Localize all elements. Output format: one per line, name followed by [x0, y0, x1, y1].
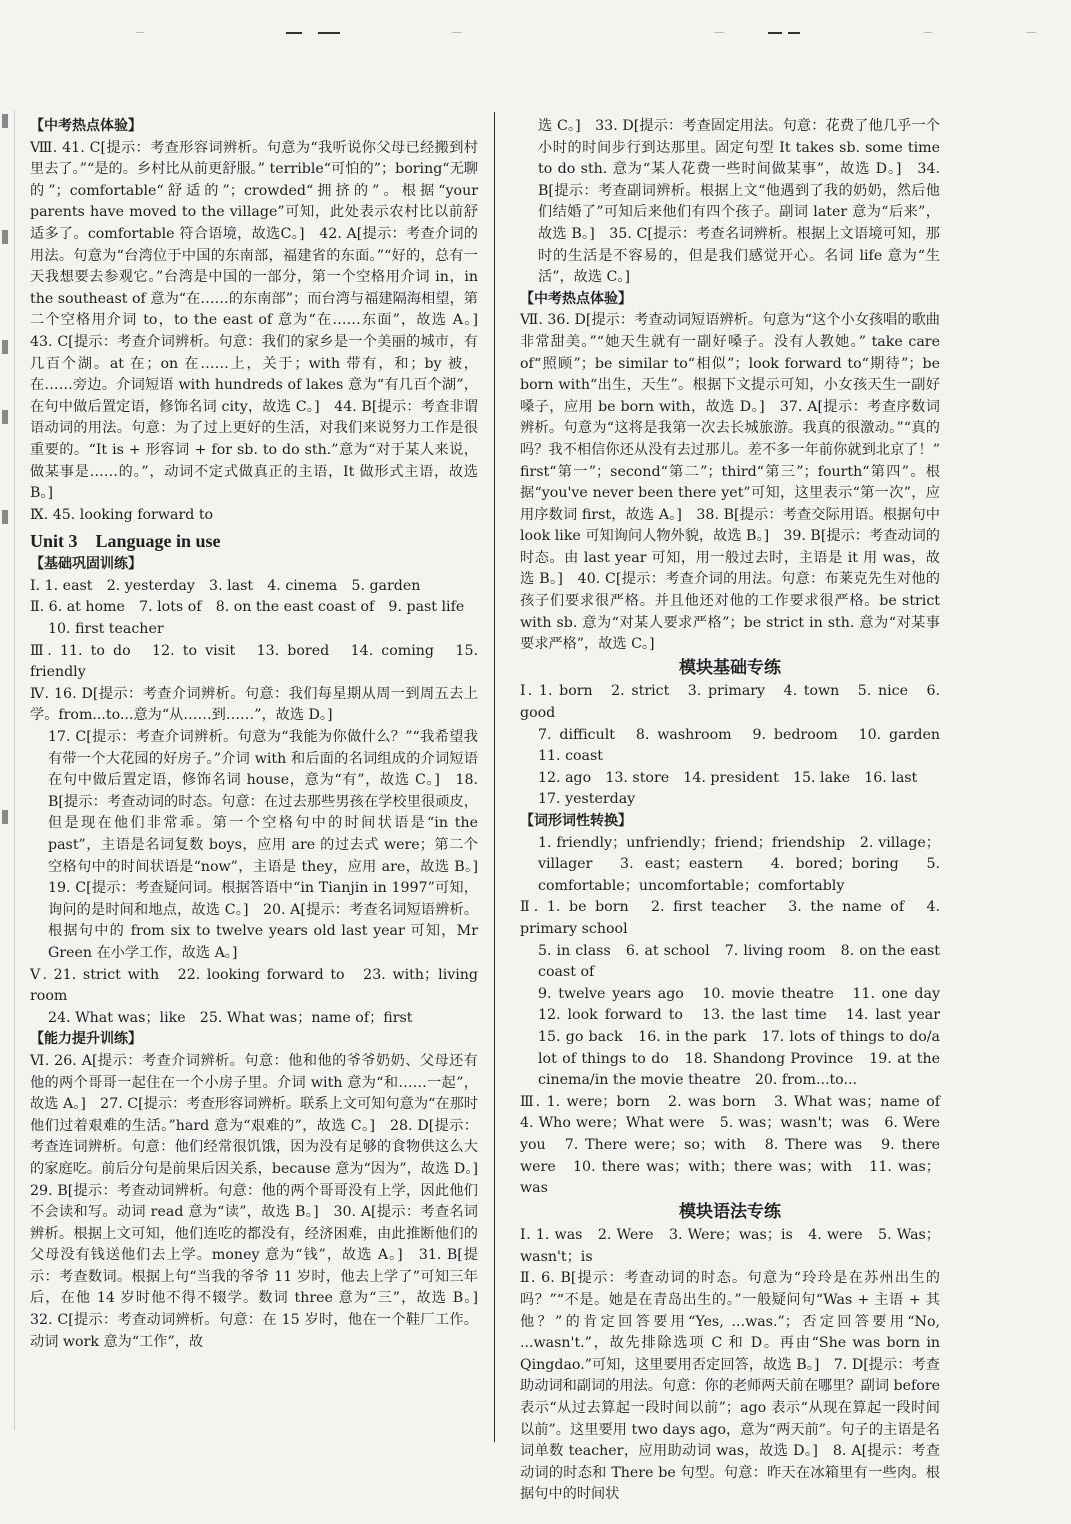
- section-heading: 【能力提升训练】: [30, 1031, 142, 1048]
- answer-paragraph: 5. in class 6. at school 7. living room 8. on the east coast of: [538, 942, 940, 981]
- answer-paragraph: 10. first teacher: [48, 621, 164, 638]
- answer-paragraph: 12. ago 13. store 14. president 15. lake 16. last: [538, 769, 918, 786]
- answer-paragraph: Ⅰ. 1. was 2. Were 3. Were；was；is 4. were 5. Was；wasn't；is: [520, 1227, 940, 1265]
- answer-paragraph: 选 C。] 33. D[提示：考查固定用法。句意：花费了他几乎一个小时的时间步行到达那里。固定句型 It takes sb. some time to do sth. 意为“某人花费一些时间做某事”，故选 D。] 34. B[提示：考查副词辨析。根据上文“他遇到了我的奶奶，然后他们结婚了”可知后来他们有四个孩子。副词 later 意为“后来”，故选 B。] 35. C[提示：考查名词辨析。根据上文语境可知，那时的生活是不容易的，但是我们感觉开心。名词 life 意为“生活”，故选 C。]: [538, 118, 940, 286]
- answer-paragraph: 7. difficult 8. washroom 9. bedroom 10. garden 11. coast: [538, 726, 955, 765]
- module-title: 模块基础专练: [679, 657, 781, 678]
- column-divider: [494, 112, 495, 1442]
- answer-paragraph: Ⅵ. 26. A[提示：考查介词辨析。句意：他和他的爷爷奶奶、父母还有他的两个哥哥一起住在一个小房子里。介词 with 意为“和……一起”，故选 A。] 27. C[提示：考查形容词辨析。联系上文可知句意为“在那时他们过着艰难的生活。”hard 意为“艰难的”，故选 C。] 28. D[提示：考查连词辨析。句意：他们经常很饥饿，因为没有足够的食物供这么大的家庭吃。前后分句是前果后因关系，because 意为“因为”，故选 D。] 29. B[提示：考查动词辨析。句意：他的两个哥哥没有上学，因此他们不会读和写。动词 read 意为“读”，故选 B。] 30. A[提示：考查名词辨析。根据上文可知，他们连吃的都没有，经济困难，由此推断他们的父母没有钱送他们去上学。money 意为“钱”，故选 A。] 31. B[提示：考查数词。根据上句“当我的爷爷 11 岁时，他去上学了”可知三年后，在他 14 岁时他不得不辍学。数词 three 意为“三”，故选 B。] 32. C[提示：考查动词辨析。句意：在 15 岁时，他在一个鞋厂工作。动词 work 意为“工作”，故: [30, 1052, 493, 1350]
- answer-paragraph: 9. twelve years ago 10. movie theatre 11. one day 12. look forward to 13. the last time 14. last year 15. go back 16. in the park 17. lots of things to do/a lot of things to do 18. Shandong Province 19. at the cinema/in the movie theatre 20. from...to...: [538, 985, 955, 1089]
- answer-paragraph: Ⅲ. 11. to do 12. to visit 13. bored 14. coming 15. friendly: [30, 642, 478, 681]
- answer-paragraph: Ⅸ. 45. looking forward to: [30, 506, 214, 523]
- answer-paragraph: Ⅷ. 41. C[提示：考查形容词辨析。句意为“我听说你父母已经搬到村里去了。”“是的。乡村比从前更舒服。” terrible“可怕的”；boring“无聊的”；comfortable“舒适的”；crowded“拥挤的”。根据“your parents have moved to the village”可知，此处表示农村比以前舒适多了。comfortable 符合语境，故选C。] 42. A[提示：考查介词的用法。句意为“台湾位于中国的东南部，福建省的东面。”“好的，总有一天我想要去参观它。”台湾是中国的一部分，第一个空格用介词 in，in the southeast of 意为“在……的东南部”；而台湾与福建隔海相望，第二个空格用介词 to，to the east of 意为“在……东面”，故选 A。] 43. C[提示：考查介词辨析。句意：我们的家乡是一个美丽的城市，有几百个湖。at 在；on 在……上，关于；with 带有，和；by 被，在……旁边。介词短语 with hundreds of lakes 意为“有几百个湖”，在句中做后置定语，修饰名词 city，故选 C。] 44. B[提示：考查非谓语动词的用法。句意：为了过上更好的生活，对我们来说努力工作是很重要的。“It is + 形容词 + for sb. to do sth.”意为“对于某人来说，做某事是……的。”，动词不定式做真正的主语，It 做形式主语，故选 B。]: [30, 139, 493, 502]
- answer-paragraph: Ⅴ. 21. strict with 22. looking forward to 23. with；living room: [30, 966, 478, 1005]
- answer-paragraph: 17. C[提示：考查介词辨析。句意为“我能为你做什么？”“我希望我有带一个大花园的好房子。”介词 with 和后面的名词组成的介词短语在句中做后置定语，修饰名词 house，意为“有”，故选 C。] 18. B[提示：考查动词的时态。句意：在过去那些男孩在学校里很顽皮，但是现在他们非常乖。第一个空格句中的时间状语是“in the past”，主语是名词复数 boys，应用 are 的过去式 were；第二个空格句中的时间状语是“now”，主语是 they，应用 are，故选 B。] 19. C[提示：考查疑问词。根据答语中“in Tianjin in 1997”可知，询问的是时间和地点，故选 C。] 20. A[提示：考查名词短语辨析。根据句中的 from six to twelve years old last year 可知，Mr Green 在小学工作，故选 A。]: [48, 729, 493, 961]
- page-top-marks: [0, 24, 1071, 44]
- answer-paragraph: 1. friendly；unfriendly；friend；friendship 2. village；villager 3. east；eastern 4. bored；boring 5. comfortable；uncomfortable；comfortably: [538, 834, 940, 894]
- answer-paragraph: Ⅶ. 36. D[提示：考查动词短语辨析。句意为“这个小女孩唱的歌曲非常甜美。”“她天生就有一副好嗓子。没有人教她。” take care of“照顾”；be similar to“相似”；look forward to“期待”；be born with“出生，天生”。根据下文提示可知，小女孩天生一副好嗓子，应用 be born with，故选 D。] 37. A[提示：考查序数词辨析。句意为“这将是我第一次去长城旅游。我真的很激动。”“真的吗？我不相信你还从没有去过那儿。差不多一年前你就到北京了！” first“第一”；second“第二”；third“第三”；fourth“第四”。根据“you've never been there yet”可知，这里表示“第一次”，应用序数词 first，故选 A。] 38. B[提示：考查交际用语。根据句中 look like 可知询问人物外貌，故选 B。] 39. B[提示：考查动词的时态。由 last year 可知，用一般过去时，主语是 it 用 was，故选 B。] 40. C[提示：考查介词的用法。句意：布莱克先生对他的孩子们要求很严格。并且他还对他的工作要求很严格。be strict with sb. 意为“对某人要求严格”；be strict in sth. 意为“对某事要求严格”，故选 C。]: [520, 312, 940, 653]
- answer-paragraph: 24. What was；like 25. What was；name of；first: [48, 1009, 413, 1026]
- section-heading: 【中考热点体验】: [520, 290, 632, 307]
- section-heading: 【基础巩固训练】: [30, 556, 142, 573]
- section-heading: 【中考热点体验】: [30, 118, 142, 134]
- answer-paragraph: Ⅱ. 6. at home 7. lots of 8. on the east coast of 9. past life: [30, 599, 465, 616]
- answer-paragraph: Ⅰ. 1. east 2. yesterday 3. last 4. cinema 5. garden: [30, 577, 421, 594]
- unit-heading: Unit 3 Language in use: [30, 531, 221, 552]
- right-column: [520, 116, 955, 1506]
- answer-paragraph: Ⅲ. 1. were；born 2. was born 3. What was；name of 4. Who were；What were 5. was；wasn't；was 6. Were you 7. There were；so；with 8. There was 9. there were 10. there was；with；there was；with 11. was；was: [520, 1093, 955, 1197]
- left-column: [30, 116, 493, 1353]
- answer-paragraph: 17. yesterday: [538, 791, 636, 808]
- answer-paragraph: Ⅱ. 1. be born 2. first teacher 3. the name of 4. primary school: [520, 899, 940, 937]
- answer-paragraph: Ⅳ. 16. D[提示：考查介词辨析。句意：我们每星期从周一到周五去上学。from...to...意为“从……到……”，故选 D。]: [30, 685, 478, 724]
- module-title: 模块语法专练: [679, 1201, 781, 1222]
- answer-paragraph: Ⅰ. 1. born 2. strict 3. primary 4. town 5. nice 6. good: [520, 683, 940, 722]
- binding-edge: [0, 110, 15, 1430]
- answer-paragraph: Ⅱ. 6. B[提示：考查动词的时态。句意为“玲玲是在苏州出生的吗？”“不是。她是在青岛出生的。”一般疑问句“Was + 主语 + 其他？”的肯定回答要用“Yes, ...was.”；否定回答要用“No, ...wasn't.”，故先排除选项 C 和 D。再由“She was born in Qingdao.”可知，这里要用否定回答，故选 B。] 7. D[提示：考查助动词和副词的用法。句意：你的老师两天前在哪里？副词 before 表示“从过去算起一段时间以前”；ago 表示“从现在算起一段时间以前”。这里要用 two days ago，意为“两天前”。句子的主语是名词单数 teacher，应用助动词 was，故选 D。] 8. A[提示：考查动词的时态和 There be 句型。句意：昨天在冰箱里有一些肉。根据句中的时间状: [520, 1270, 940, 1503]
- section-heading: 【词形词性转换】: [520, 813, 632, 829]
